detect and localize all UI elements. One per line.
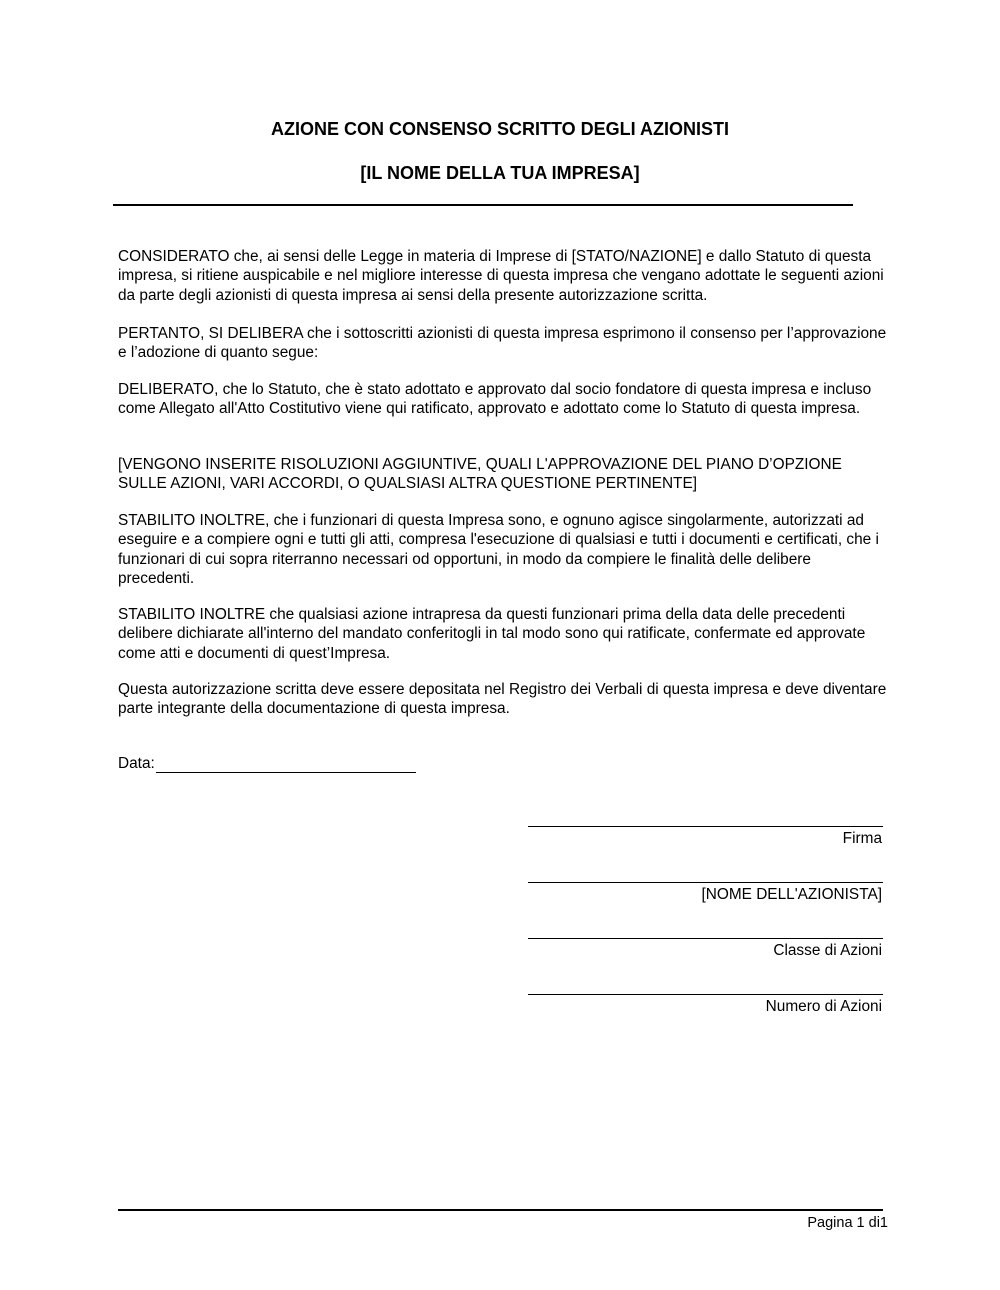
paragraph-stabilito-inoltre-1: STABILITO INOLTRE, che i funzionari di questa Impresa sono, e ognuno agisce singolarmente, autorizzati ad eseguire e a compiere ogni e tutti gli atti, compresa l'esecuzione di qualsiasi e tutti i documenti e certificati, che i funzionari di cui sopra riterranno necessari od opportuni, in modo da compiere le finalità delle delibere precedenti. [118,512,879,587]
paragraph-additional-resolutions: [VENGONO INSERITE RISOLUZIONI AGGIUNTIVE, QUALI L'APPROVAZIONE DEL PIANO D’OPZIONE SULLE AZIONI, VARI ACCORDI, O QUALSIASI ALTRA QUESTIONE PERTINENTE] [118,456,842,493]
page-number: Pagina 1 di1 [807,1215,888,1231]
signature-label: Firma [842,830,882,847]
paragraph-stabilito-inoltre-2: STABILITO INOLTRE che qualsiasi azione intrapresa da questi funzionari prima della data delle precedenti delibere dichiarate all'interno del mandato conferitogli in tal modo sono qui ratificate, confermate ed approvate come atti e documenti di quest’Impresa. [118,606,866,662]
share-class-line[interactable] [528,938,883,939]
header-rule [113,204,853,206]
date-blank-line[interactable] [156,755,416,773]
paragraph-pertanto: PERTANTO, SI DELIBERA che i sottoscritti azionisti di questa impresa esprimono il consenso per l’approvazione e l’adozione di quanto segue: [118,325,887,362]
share-class-label: Classe di Azioni [773,942,882,959]
shareholder-name-label: [NOME DELL'AZIONISTA] [701,886,882,903]
paragraph-deliberato: DELIBERATO, che lo Statuto, che è stato adottato e approvato dal socio fondatore di questa impresa e incluso come Allegato all'Atto Costitutivo viene qui ratificato, approvato e adottato come lo Statuto di questa impresa. [118,381,872,418]
paragraph-considerato: CONSIDERATO che, ai sensi delle Legge in materia di Imprese di [STATO/NAZIONE] e dallo Statuto di questa impresa, si ritiene auspicabile e nel migliore interesse di questa impresa che vengano adottate le seguenti azioni da parte degli azionisti di questa impresa ai sensi della presente autorizzazione scritta. [118,248,884,304]
document-title: AZIONE CON CONSENSO SCRITTO DEGLI AZIONISTI [270,119,730,139]
footer-rule [118,1209,883,1211]
share-count-label: Numero di Azioni [765,998,882,1015]
signature-line[interactable] [528,826,883,827]
paragraph-registro-verbali: Questa autorizzazione scritta deve essere depositata nel Registro dei Verbali di questa impresa e deve diventare parte integrante della documentazione di questa impresa. [118,681,887,718]
date-field [118,755,416,773]
date-label: Data: [118,755,155,772]
company-name-placeholder: [IL NOME DELLA TUA IMPRESA] [360,163,640,183]
shareholder-name-line[interactable] [528,882,883,883]
share-count-line[interactable] [528,994,883,995]
